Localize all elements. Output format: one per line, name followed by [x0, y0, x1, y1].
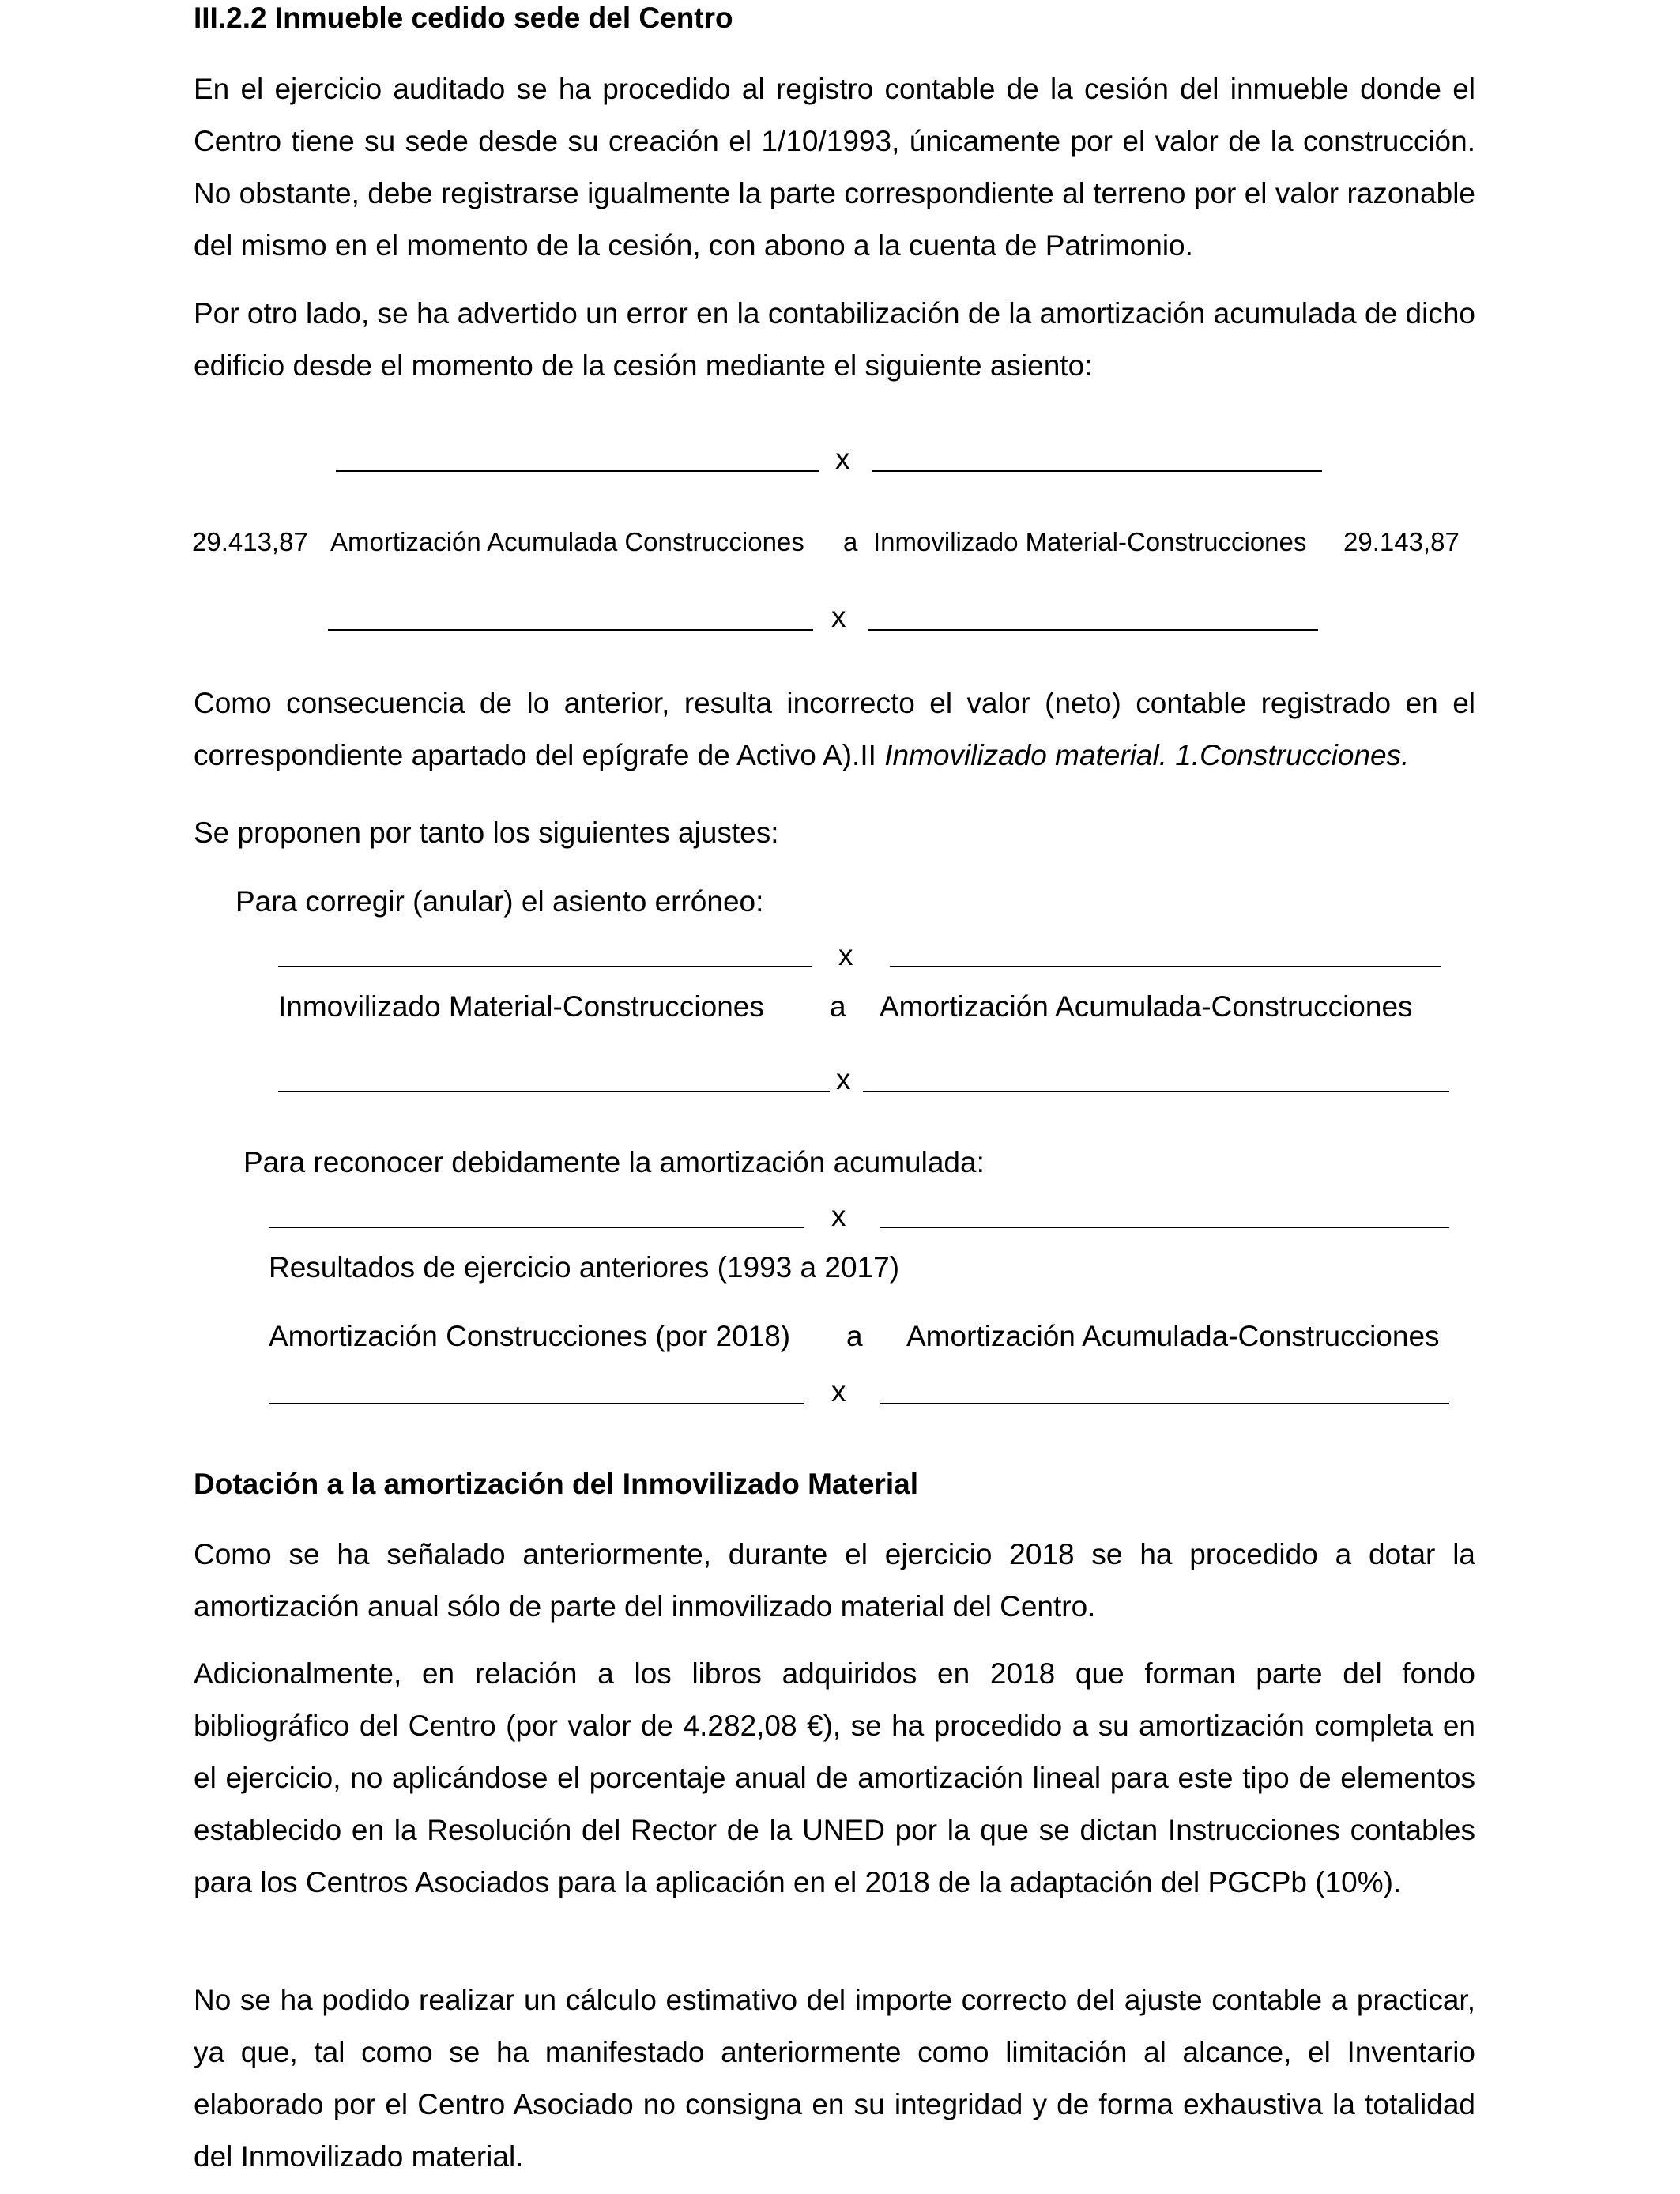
paragraph-dotacion: Como se ha señalado anteriormente, durante el ejercicio 2018 se ha procedido a dotar la amortización anual sólo de parte del inmovilizado material del Centro. — [194, 1538, 1475, 1623]
entry-rule-left-top — [336, 470, 819, 472]
adjustment1-debit: Inmovilizado Material-Construcciones — [278, 990, 764, 1023]
paragraph-cesion: En el ejercicio auditado se ha procedido al registro contable de la cesión del inmueble donde el Centro tiene su sede desde su creación el 1/10/1993, únicamente por el valor de la construcción. No obstante, debe registrarse igualmente la parte correspondiente al terreno por el valor razonable del mismo en el momento de la cesión, con abono a la cuenta de Patrimonio. — [194, 73, 1475, 262]
adj2-rule-left-bottom — [269, 1403, 804, 1404]
adj2-rule-left-top — [269, 1227, 804, 1228]
paragraph-calculo: No se ha podido realizar un cálculo estimativo del importe correcto del ajuste contable a practicar, ya que, tal como se ha manifestado anteriormente como limitación al alcance, el Inventario elaborado por el Centro Asociado no consigna en su integridad y de forma exhaustiva la totalidad del Inmovilizado material. — [194, 1984, 1475, 2173]
adj1-rule-left-top — [278, 966, 812, 967]
adjustment1-connector: a — [830, 990, 846, 1023]
entry-credit-amount: 29.143,87 — [1343, 527, 1460, 556]
adjustment2-debit2: Amortización Construcciones (por 2018) — [269, 1320, 791, 1352]
adjustment2-title: Para reconocer debidamente la amortización acumulada: — [243, 1146, 985, 1178]
adj1-x-mark-top: x — [838, 939, 853, 971]
adj2-rule-right-top — [880, 1227, 1449, 1228]
adjustment1-title: Para corregir (anular) el asiento erróneo: — [235, 885, 764, 918]
entry-connector: a — [843, 527, 858, 556]
entry-x-mark-top: x — [835, 443, 850, 475]
adjustment2-credit: Amortización Acumulada-Construcciones — [906, 1320, 1440, 1352]
adjustment2-debit1: Resultados de ejercicio anteriores (1993 a 2017) — [269, 1251, 900, 1284]
adj1-rule-left-bottom — [278, 1091, 830, 1092]
adj1-rule-right-top — [890, 966, 1441, 967]
section-heading: III.2.2 Inmueble cedido sede del Centro — [194, 2, 733, 34]
adj1-rule-right-bottom — [863, 1091, 1449, 1092]
entry-rule-left-bottom — [328, 629, 813, 631]
entry-rule-right-bottom — [868, 629, 1318, 631]
entry-x-mark-bottom: x — [831, 601, 846, 633]
adj2-x-mark-top: x — [831, 1200, 846, 1232]
entry-credit-account: Inmovilizado Material-Construcciones — [873, 527, 1307, 556]
entry-debit-amount: 29.413,87 — [192, 527, 308, 556]
entry-debit-account: Amortización Acumulada Construcciones — [330, 527, 804, 556]
adj1-x-mark-bottom: x — [836, 1063, 851, 1095]
paragraph-ajustes: Se proponen por tanto los siguientes ajustes: — [194, 816, 779, 849]
paragraph-consecuencia: Como consecuencia de lo anterior, resulta incorrecto el valor (neto) contable registrado en el correspondiente apartado del epígrafe de Activo A).II Inmovilizado material. 1.Construcciones. — [194, 687, 1475, 771]
section2-heading: Dotación a la amortización del Inmovilizado Material — [194, 1468, 918, 1500]
adj2-x-mark-bottom: x — [831, 1375, 846, 1408]
paragraph-libros: Adicionalmente, en relación a los libros adquiridos en 2018 que forman parte del fondo bibliográfico del Centro (por valor de 4.282,08 €), se ha procedido a su amortización completa en el ejercicio, no aplicándose el porcentaje anual de amortización lineal para este tipo de elementos establecido en la Resolución del Rector de la UNED por la que se dictan Instrucciones contables para los Centros Asociados para la aplicación en el 2018 de la adaptación del PGCPb (10%). — [194, 1657, 1475, 1898]
adjustment2-connector: a — [846, 1320, 863, 1352]
entry-rule-right-top — [872, 470, 1322, 472]
adjustment1-credit: Amortización Acumulada-Construcciones — [880, 990, 1413, 1023]
paragraph-error-amortizacion: Por otro lado, se ha advertido un error en la contabilización de la amortización acumulada de dicho edificio desde el momento de la cesión mediante el siguiente asiento: — [194, 297, 1475, 382]
adj2-rule-right-bottom — [880, 1403, 1449, 1404]
